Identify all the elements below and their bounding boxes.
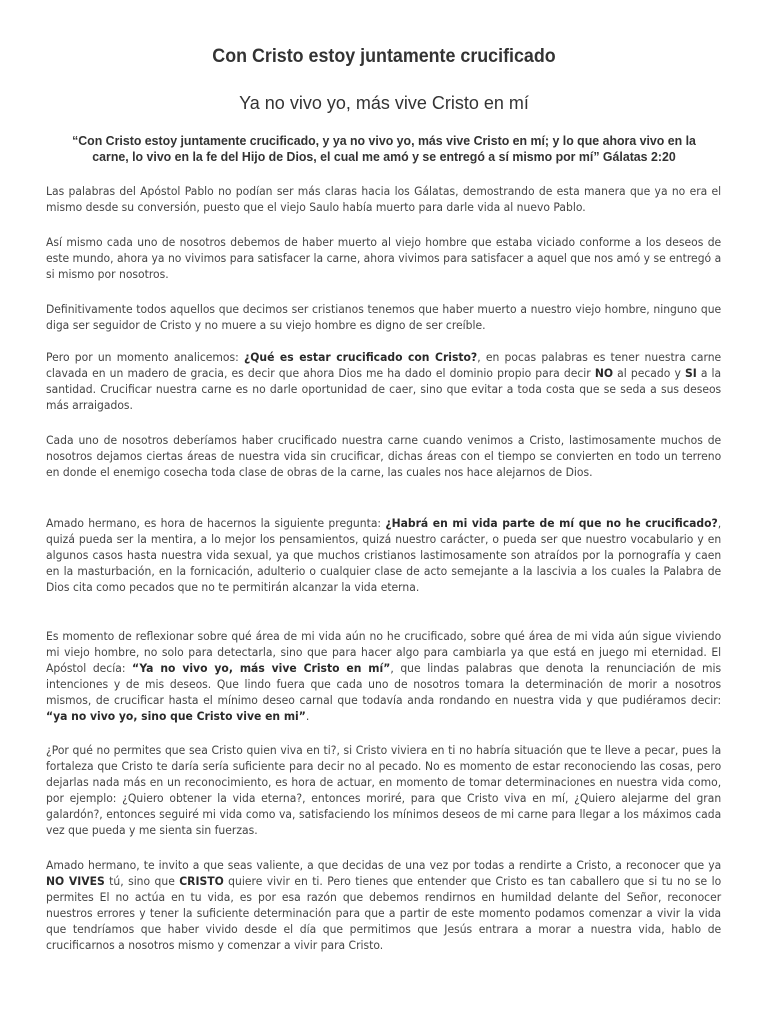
paragraph-4-emphasis-si: SI <box>684 366 697 380</box>
page-title: Con Cristo estoy juntamente crucificado <box>212 46 556 67</box>
paragraph-3: Definitivamente todos aquellos que decimos ser cristianos tenemos que haber muerto a nuestro viejo hombre, ninguno que diga ser seguidor de Cristo y no muere a su viejo hombre es digno de ser creíble. <box>46 302 722 332</box>
paragraph-1: Las palabras del Apóstol Pablo no podían ser más claras hacia los Gálatas, demostrando de esta manera que ya no era el mismo desde su conversión, puesto que el viejo Saulo había muerto para darle vida al nuevo Pablo. <box>46 184 722 214</box>
bible-verse-quote: “Con Cristo estoy juntamente crucificado, y ya no vivo yo, más vive Cristo en mí; y lo que ahora vivo en la carne, lo vivo en la fe del Hijo de Dios, el cual me amó y se entregó a sí mismo por mí” Gálatas 2:20 <box>72 133 696 164</box>
paragraph-6-text: Amado hermano, es hora de hacernos la siguiente pregunta: <box>46 516 386 530</box>
paragraph-9-text: quiere vivir en ti. Pero tienes que entender que Cristo es tan caballero que si tu no se lo permites El no actúa en tu vida, es por esa razón que debemos rendirnos en humildad delante del Señor, reconocer nuestros errores y tener la suficiente determinación para que a partir de este momento podamos comenzar a vivir la vida que tendríamos que haber vivido desde el día que permitimos que Jesús entrara a morar a nuestra vida, hablo de crucificarnos a nosotros mismo y comenzar a vivir para Cristo. <box>46 874 722 952</box>
paragraph-6-question: ¿Habrá en mi vida parte de mí que no he crucificado? <box>385 516 718 530</box>
paragraph-2: Así mismo cada uno de nosotros debemos de haber muerto al viejo hombre que estaba viciado conforme a los deseos de este mundo, ahora ya no vivimos para satisfacer la carne, ahora vivimos para satisfacer a aquel que nos amó y se entregó a si mismo por nosotros. <box>46 235 722 281</box>
paragraph-5: Cada uno de nosotros deberíamos haber crucificado nuestra carne cuando venimos a Cristo, lastimosamente muchos de nosotros dejamos ciertas áreas de nuestra vida sin crucificar, dichas áreas con el tiempo se convierten en todo un terreno en donde el enemigo cosecha toda clase de obras de la carne, las cuales nos hace alejarnos de Dios. <box>46 433 722 479</box>
paragraph-7-text: , que lindas palabras que denota la renunciación de mis intenciones y de mis deseos. Que lindo fuera que cada uno de nosotros tomara la determinación de morir a nosotros mismos, de crucificar hasta el mínimo deseo carnal que todavía anda rondando en nuestra vida y que pudiéramos decir: <box>46 661 722 707</box>
paragraph-9-text: Amado hermano, te invito a que seas valiente, a que decidas de una vez por todas a rendirte a Cristo, a reconocer que ya <box>46 858 722 872</box>
paragraph-9 <box>46 857 721 953</box>
paragraph-7-text: . <box>305 709 310 723</box>
paragraph-7 <box>46 628 721 724</box>
paragraph-4-text: al pecado y <box>613 366 685 380</box>
paragraph-4 <box>46 349 721 413</box>
paragraph-4-text: a la santidad. Crucificar nuestra carne es no darle oportunidad de caer, sino que evitar a toda costa que se seda a sus deseos más arraigados. <box>46 366 722 412</box>
paragraph-9-emphasis: NO VIVES <box>46 874 105 888</box>
page-subtitle: Ya no vivo yo, más vive Cristo en mí <box>239 93 529 113</box>
paragraph-8: ¿Por qué no permites que sea Cristo quien viva en ti?, si Cristo viviera en ti no habría situación que te lleve a pecar, pues la fortaleza que Cristo te daría sería suficiente para decir no al pecado. No es momento de estar reconociendo las cosas, pero dejarlas nada más en un reconocimiento, es hora de actuar, en momento de tomar determinaciones en nuestra vida como, por ejemplo: ¿Quiero obtener la vida eterna?, entonces moriré, para que Cristo viva en mí, ¿Quiero alejarme del gran galardón?, entonces seguiré mi vida como va, satisfaciendo los mínimos deseos de mi carne para llegar a los máximos cada vez que pueda y me sienta sin fuerzas. <box>46 743 722 837</box>
paragraph-4-text: Pero por un momento analicemos: <box>46 350 244 364</box>
paragraph-6-text: , quizá pueda ser la mentira, a lo mejor los pensamientos, quizá nuestro carácter, o pueda ser que nuestro vocabulario y en algunos casos hasta nuestra vida sexual, ya que muchos cristianos lastimosamente son atraídos por la pornografía y caen en la masturbación, en la fornicación, adulterio o cualquier clase de acto semejante a la lascivia a los cuales la Palabra de Dios cita como pecados que no te permitirán alcanzar la vida eterna. <box>46 516 722 594</box>
paragraph-4-emphasis-no: NO <box>594 366 614 380</box>
paragraph-4-text: , en pocas palabras es tener nuestra carne clavada en un madero de gracia, es decir que ahora Dios me ha dado el dominio propio para decir <box>46 350 722 380</box>
paragraph-6 <box>46 515 721 595</box>
paragraph-7-quote: “ya no vivo yo, sino que Cristo vive en mi” <box>46 709 306 723</box>
paragraph-9-text: tú, sino que <box>104 874 180 888</box>
paragraph-7-text: Es momento de reflexionar sobre qué área de mi vida aún no he crucificado, sobre qué área de mi vida aún sigue viviendo mi viejo hombre, no solo para detectarla, sino que para hacer algo para cambiarla ya que está en juego mi eternidad. El Apóstol decía: <box>46 629 722 675</box>
paragraph-9-emphasis: CRISTO <box>179 874 224 888</box>
paragraph-4-question: ¿Qué es estar crucificado con Cristo? <box>243 350 478 364</box>
paragraph-7-quote: “Ya no vivo yo, más vive Cristo en mí” <box>132 661 391 675</box>
